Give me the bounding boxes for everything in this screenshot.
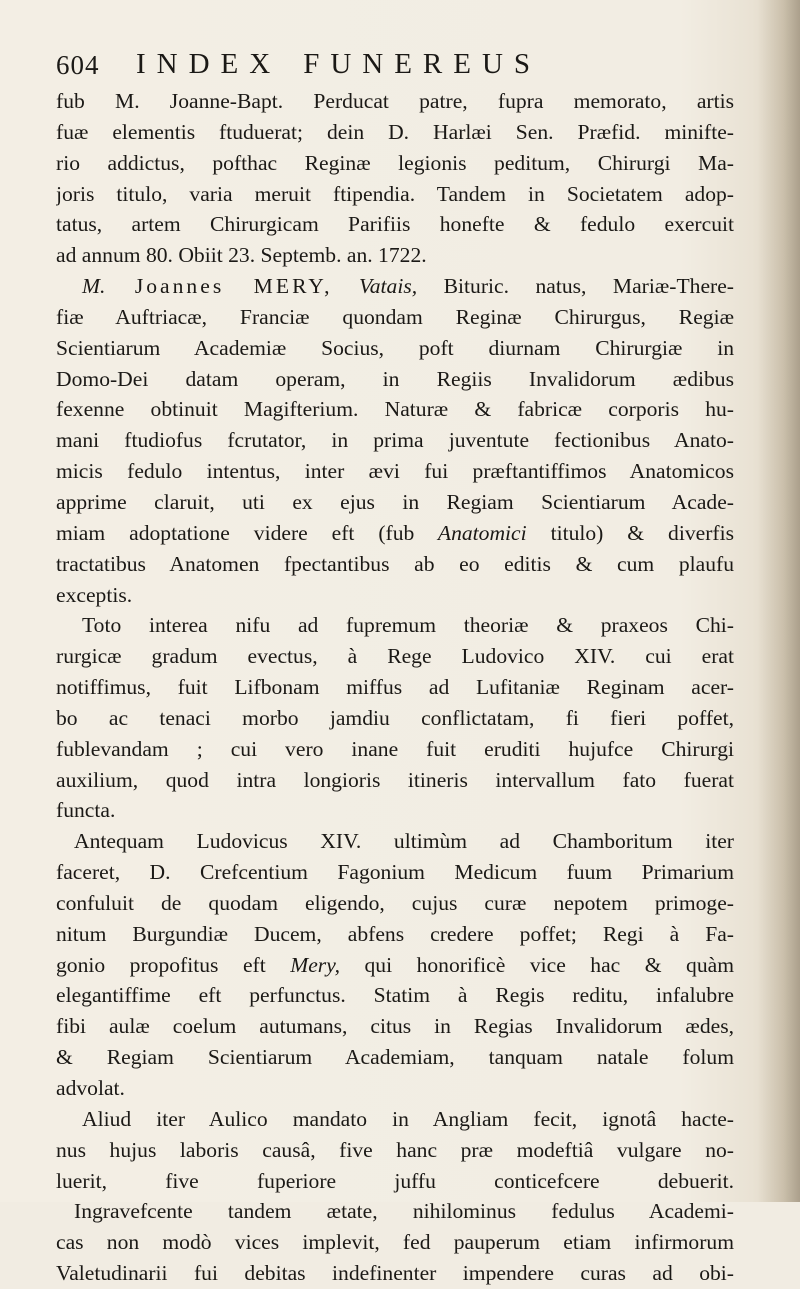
text-line: Ingravefcente tandem ætate, nihilominus fedulus Academi- — [74, 1199, 734, 1224]
text-line: luerit, five fuperiore juffu conticefcere debuerit. — [56, 1168, 734, 1193]
text-line: mani ftudiofus fcrutator, in prima juventute fectionibus Anato- — [56, 428, 734, 453]
text-body — [56, 86, 734, 1289]
text-line — [56, 271, 734, 302]
text-segment: miam adoptatione videre eft (fub — [56, 520, 415, 545]
text-line: Aliud iter Aulico mandato in Angliam fecit, ignotâ hacte- — [82, 1106, 734, 1131]
text-line: fuæ elementis ftuduerat; dein D. Harlæi Sen. Præfid. minifte- — [56, 119, 734, 144]
text-line: exceptis. — [56, 582, 133, 607]
text-segment: qui honorificè vice hac & quàm — [340, 952, 734, 977]
running-title-index: INDEX — [136, 48, 282, 80]
text-line: nitum Burgundiæ Ducem, abfens credere poffet; Regi à Fa- — [56, 921, 734, 946]
text-line: nus hujus laboris causâ, five hanc præ modeftiâ vulgare no- — [56, 1137, 734, 1162]
text-line: notiffimus, fuit Lifbonam miffus ad Lufitaniæ Reginam acer- — [56, 675, 734, 700]
text-line: fibi aulæ coelum autumans, citus in Regias Invalidorum ædes, — [56, 1014, 734, 1039]
text-line: Antequam Ludovicus XIV. ultimùm ad Chamboritum iter — [74, 829, 734, 854]
text-line: Valetudinarii fui debitas indefinenter impendere curas ad obi- — [56, 1261, 734, 1286]
text-line: apprime claruit, uti ex ejus in Regiam Scientiarum Acade- — [56, 489, 734, 514]
text-line: joris titulo, varia meruit ftipendia. Tandem in Societatem adop- — [56, 181, 734, 206]
text-line: bo ac tenaci morbo jamdiu conflictatam, fi fieri poffet, — [56, 705, 734, 730]
text-line: ad annum 80. Obiit 23. Septemb. an. 1722. — [56, 243, 427, 268]
text-line: functa. — [56, 798, 116, 823]
text-line: auxilium, quod intra longioris itineris intervallum fato fuerat — [56, 767, 734, 792]
text-segment: gonio propofitus eft — [56, 952, 266, 977]
text-line: advolat. — [56, 1076, 125, 1100]
text-segment: Vatais, — [332, 274, 418, 299]
text-segment: titulo) & diverfis — [526, 520, 734, 545]
text-segment: Joannes MERY, — [105, 274, 333, 299]
text-line: elegantiffime eft perfunctus. Statim à Regis reditu, infalubre — [56, 983, 734, 1008]
text-line: & Regiam Scientiarum Academiam, tanquam natale folum — [56, 1045, 734, 1070]
page-number: 604 — [56, 50, 100, 80]
text-segment: Mery, — [265, 952, 340, 977]
text-line: fub M. Joanne-Bapt. Perducat patre, fupra memorato, artis — [56, 89, 734, 113]
running-title — [136, 48, 541, 81]
text-line: Domo-Dei datam operam, in Regiis Invalidorum ædibus — [56, 366, 734, 391]
text-line: cas non modò vices implevit, fed pauperum etiam infirmorum — [56, 1230, 734, 1255]
running-title-funereus: FUNEREUS — [303, 48, 542, 80]
text-segment: Anatomici — [414, 520, 527, 545]
text-line: rurgicæ gradum evectus, à Rege Ludovico XIV. cui erat — [56, 644, 734, 669]
text-segment: Bituric. natus, Mariæ-There- — [417, 274, 734, 299]
text-line: Scientiarum Academiæ Socius, poft diurnam Chirurgiæ in — [56, 335, 734, 360]
text-line: micis fedulo intentus, inter ævi fui præftantiffimos Anatomicos — [56, 459, 734, 484]
text-line: confuluit de quodam eligendo, cujus curæ nepotem primoge- — [56, 890, 734, 915]
text-line: faceret, D. Crefcentium Fagonium Medicum fuum Primarium — [56, 860, 734, 885]
running-header — [56, 48, 696, 84]
page-edge-shadow — [758, 0, 800, 1202]
text-line: rio addictus, pofthac Reginæ legionis peditum, Chirurgi Ma- — [56, 150, 734, 175]
text-line: fublevandam ; cui vero inane fuit eruditi hujufce Chirurgi — [56, 736, 734, 761]
text-line: fiæ Auftriacæ, Franciæ quondam Reginæ Chirurgus, Regiæ — [56, 304, 734, 329]
text-segment: M. — [82, 274, 106, 299]
text-line — [56, 950, 734, 981]
text-line: fexenne obtinuit Magifterium. Naturæ & fabricæ corporis hu- — [56, 397, 734, 422]
text-line — [56, 518, 734, 549]
text-line: tractatibus Anatomen fpectantibus ab eo editis & cum plaufu — [56, 551, 734, 576]
text-line: Toto interea nifu ad fupremum theoriæ & praxeos Chi- — [82, 613, 734, 638]
text-line: tatus, artem Chirurgicam Parifiis honefte & fedulo exercuit — [56, 212, 734, 237]
